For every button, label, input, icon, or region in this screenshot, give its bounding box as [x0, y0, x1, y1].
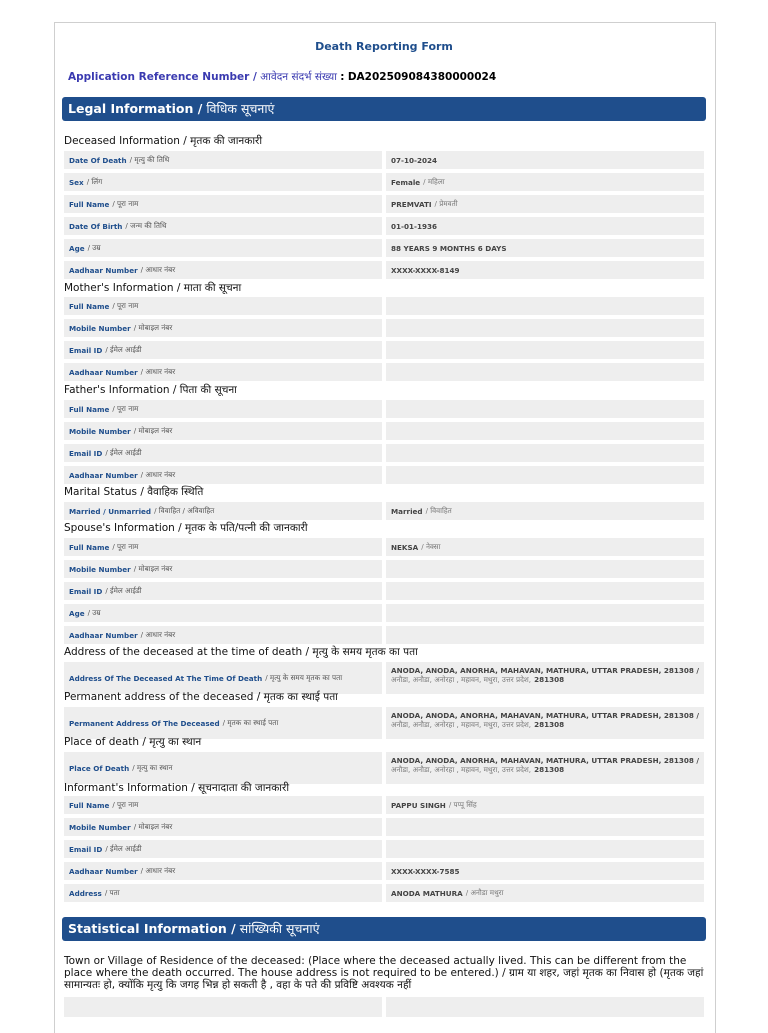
- field-label-hindi: / ईमेल आईडी: [105, 586, 142, 595]
- field-label-hindi: / आधार नंबर: [140, 866, 176, 875]
- field-label-cell: [64, 217, 382, 235]
- field-value-hindi: / पप्पू सिंह: [448, 800, 477, 809]
- field-value-en: NEKSA: [391, 542, 419, 552]
- field-label-en: Aadhaar Number: [69, 630, 138, 640]
- address-value-cell: [386, 752, 704, 784]
- field-value-cell: [386, 239, 704, 257]
- field-value-en: PREMVATI: [391, 199, 432, 209]
- field-label-cell: [64, 297, 382, 315]
- field-label-en: Date Of Birth: [69, 221, 123, 231]
- field-value-cell: [386, 444, 704, 462]
- field-value-cell: [386, 422, 704, 440]
- field-label: [64, 239, 382, 257]
- field-label-cell: [64, 151, 382, 169]
- informant-heading: Informant's Information / सूचनादाता की जानकारी: [64, 782, 290, 794]
- field-label-cell: [64, 173, 382, 191]
- field-label-cell: [64, 363, 382, 381]
- field-label-cell: [64, 862, 382, 880]
- address-line-1: ANODA, ANODA, ANORHA, MAHAVAN, MATHURA, UTTAR PRADESH, 281308 /: [391, 711, 700, 720]
- field-label-hindi: / पूरा नाम: [112, 542, 139, 551]
- field-value-cell: [386, 466, 704, 484]
- address-label: [64, 752, 382, 784]
- field-label-en: Email ID: [69, 586, 103, 596]
- field-label: [64, 341, 382, 359]
- field-label-en: Married / Unmarried: [69, 506, 152, 516]
- field-value: [386, 444, 704, 462]
- father-heading: Father's Information / पिता की सूचना: [64, 384, 237, 396]
- field-label-cell: [64, 341, 382, 359]
- field-label-en: Email ID: [69, 844, 103, 854]
- field-label: [64, 862, 382, 880]
- address-pincode: 281308: [534, 720, 565, 729]
- field-value-en: ANODA MATHURA: [391, 888, 463, 898]
- address-label-en: Place Of Death: [69, 763, 130, 773]
- field-label-hindi: / मोबाइल नंबर: [133, 564, 173, 573]
- address-value: [386, 752, 704, 774]
- field-label-en: Full Name: [69, 542, 110, 552]
- field-value: [386, 363, 704, 381]
- field-label-cell: [64, 796, 382, 814]
- field-value-cell: [386, 363, 704, 381]
- field-label-en: Email ID: [69, 448, 103, 458]
- field-label-hindi: / ईमेल आईडी: [105, 844, 142, 853]
- field-label-cell: [64, 884, 382, 902]
- spouse-heading: Spouse's Information / मृतक के पति/पत्नी की जानकारी: [64, 522, 308, 534]
- field-value-cell: [386, 341, 704, 359]
- field-label-hindi: / लिंग: [86, 177, 103, 186]
- field-value-cell: [386, 502, 704, 520]
- field-label-en: Full Name: [69, 301, 110, 311]
- field-value-cell: [386, 884, 704, 902]
- address-line-1: ANODA, ANODA, ANORHA, MAHAVAN, MATHURA, UTTAR PRADESH, 281308 /: [391, 756, 700, 765]
- field-value-en: PAPPU SINGH: [391, 800, 446, 810]
- field-value-cell: [386, 319, 704, 337]
- field-label-cell: [64, 261, 382, 279]
- address-label-en: Permanent Address Of The Deceased: [69, 718, 220, 728]
- field-label-en: Email ID: [69, 345, 103, 355]
- field-value: [386, 862, 704, 880]
- field-value-cell: [386, 151, 704, 169]
- field-value-cell: [386, 173, 704, 191]
- field-value: [386, 341, 704, 359]
- address-value-cell: [386, 707, 704, 739]
- field-value: [386, 217, 704, 235]
- field-label: [64, 400, 382, 418]
- deceased-heading: Deceased Information / मृतक की जानकारी: [64, 135, 263, 147]
- field-label: [64, 195, 382, 213]
- field-value-cell: [386, 538, 704, 556]
- field-label-en: Date Of Death: [69, 155, 127, 165]
- field-label: [64, 261, 382, 279]
- field-value-cell: [386, 195, 704, 213]
- address-line-1: ANODA, ANODA, ANORHA, MAHAVAN, MATHURA, UTTAR PRADESH, 281308 /: [391, 666, 700, 675]
- field-value: [386, 297, 704, 315]
- field-label-hindi: / पूरा नाम: [112, 301, 139, 310]
- field-value: [386, 195, 704, 213]
- field-value-en: XXXX-XXXX-7585: [391, 866, 460, 876]
- field-value: [386, 626, 704, 644]
- reference-separator: :: [340, 71, 345, 83]
- field-value: [386, 538, 704, 556]
- field-value: [386, 796, 704, 814]
- marital-heading: Marital Status / वैवाहिक स्थिति: [64, 486, 204, 498]
- field-label-en: Age: [69, 243, 85, 253]
- field-label-hindi: / पूरा नाम: [112, 199, 139, 208]
- field-label-en: Sex: [69, 177, 84, 187]
- address-label-hindi: / मृतक का स्थाई पता: [222, 718, 279, 727]
- field-value-cell: [386, 582, 704, 600]
- field-label: [64, 840, 382, 858]
- address-pincode: 281308: [534, 675, 565, 684]
- field-label: [64, 297, 382, 315]
- reference-label-hindi: आवेदन संदर्भ संख्या: [260, 71, 337, 83]
- field-value-cell: [386, 297, 704, 315]
- field-label: [64, 604, 382, 622]
- field-label-hindi: / मृत्यु की तिथि: [129, 155, 170, 164]
- field-value-hindi: / अनौडा मथुरा: [465, 888, 504, 897]
- field-value: [386, 582, 704, 600]
- address-label-cell: [64, 752, 382, 784]
- form-title: Death Reporting Form: [315, 40, 453, 53]
- field-value: [386, 884, 704, 902]
- field-label-hindi: / ईमेल आईडी: [105, 448, 142, 457]
- address-line-2-hindi: अनौडा, अनौडा, अनोरहा , महावन, मथुरा, उत्तर प्रदेश,: [391, 765, 532, 774]
- address-label-hindi: / मृत्यु का स्थान: [132, 763, 173, 772]
- field-value-cell: [386, 560, 704, 578]
- field-label-en: Aadhaar Number: [69, 367, 138, 377]
- reference-label: Application Reference Number /: [68, 71, 257, 83]
- field-label-hindi: / विवाहित / अविवाहित: [154, 506, 215, 515]
- field-label: [64, 363, 382, 381]
- field-label: [64, 538, 382, 556]
- field-value-cell: [386, 400, 704, 418]
- field-value: [386, 560, 704, 578]
- field-label-hindi: / ईमेल आईडी: [105, 345, 142, 354]
- field-value: [386, 261, 704, 279]
- field-label-hindi: / आधार नंबर: [140, 470, 176, 479]
- field-label: [64, 422, 382, 440]
- field-label-cell: [64, 626, 382, 644]
- field-value: [386, 422, 704, 440]
- field-label: [64, 796, 382, 814]
- field-label-cell: [64, 319, 382, 337]
- field-label-en: Mobile Number: [69, 822, 131, 832]
- field-value: [386, 502, 704, 520]
- field-label-en: Aadhaar Number: [69, 866, 138, 876]
- field-label-en: Mobile Number: [69, 426, 131, 436]
- field-label: [64, 582, 382, 600]
- field-label-en: Address: [69, 888, 102, 898]
- field-value-cell: [386, 217, 704, 235]
- field-value-cell: [386, 604, 704, 622]
- field-value: [386, 239, 704, 257]
- field-label: [64, 560, 382, 578]
- field-value-en: 88 YEARS 9 MONTHS 6 DAYS: [391, 243, 507, 253]
- field-value-en: XXXX-XXXX-8149: [391, 265, 460, 275]
- field-value: [386, 151, 704, 169]
- field-label: [64, 151, 382, 169]
- field-label-cell: [64, 444, 382, 462]
- field-value: [386, 319, 704, 337]
- field-label-hindi: / आधार नंबर: [140, 630, 176, 639]
- field-label-cell: [64, 582, 382, 600]
- field-value: [386, 604, 704, 622]
- field-label-cell: [64, 422, 382, 440]
- address-label-en: Address Of The Deceased At The Time Of Death: [69, 673, 263, 683]
- field-label-hindi: / मोबाइल नंबर: [133, 822, 173, 831]
- field-label-cell: [64, 466, 382, 484]
- field-label: [64, 884, 382, 902]
- field-label-en: Full Name: [69, 404, 110, 414]
- address-value-cell: [386, 662, 704, 694]
- address-pincode: 281308: [534, 765, 565, 774]
- field-value-en: Married: [391, 506, 423, 516]
- address-value: [386, 662, 704, 684]
- field-value-cell: [386, 626, 704, 644]
- field-label-en: Mobile Number: [69, 564, 131, 574]
- field-value-cell: [386, 818, 704, 836]
- statistical-title-hindi: सांख्यिकी सूचनाएं: [239, 921, 320, 936]
- field-label-hindi: / पता: [104, 888, 120, 897]
- legal-information-header: [62, 97, 706, 121]
- address-value: [386, 707, 704, 729]
- mother-heading: Mother's Information / माता की सूचना: [64, 282, 242, 294]
- field-label-cell: [64, 560, 382, 578]
- field-value-en: Female: [391, 177, 421, 187]
- field-label-cell: [64, 502, 382, 520]
- field-label-hindi: / आधार नंबर: [140, 367, 176, 376]
- field-label-cell: [64, 195, 382, 213]
- field-label-cell: [64, 840, 382, 858]
- field-value-cell: [386, 862, 704, 880]
- field-label: [64, 217, 382, 235]
- field-label-hindi: / उम्र: [87, 608, 101, 617]
- address-line-2: [391, 765, 704, 774]
- field-value: [386, 400, 704, 418]
- field-label-hindi: / पूरा नाम: [112, 404, 139, 413]
- field-label: [64, 626, 382, 644]
- address-line-2-hindi: अनौडा, अनौडा, अनोरहा , महावन, मथुरा, उत्तर प्रदेश,: [391, 675, 532, 684]
- statistical-title: Statistical Information /: [68, 921, 236, 936]
- field-value-hindi: / प्रेमवती: [434, 199, 458, 208]
- field-value: [386, 466, 704, 484]
- field-value-en: 07-10-2024: [391, 155, 437, 165]
- field-label-en: Age: [69, 608, 85, 618]
- field-label-hindi: / पूरा नाम: [112, 800, 139, 809]
- field-label: [64, 502, 382, 520]
- address-line-2: [391, 675, 704, 684]
- address-line-2-hindi: अनौडा, अनौडा, अनोरहा , महावन, मथुरा, उत्तर प्रदेश,: [391, 720, 532, 729]
- field-label-cell: [64, 538, 382, 556]
- statistical-information-header: [62, 917, 706, 941]
- field-label-en: Full Name: [69, 800, 110, 810]
- field-label-cell: [64, 818, 382, 836]
- field-value: [386, 840, 704, 858]
- field-value-hindi: / विवाहित: [425, 506, 452, 515]
- field-label-hindi: / आधार नंबर: [140, 265, 176, 274]
- field-label-en: Mobile Number: [69, 323, 131, 333]
- field-label-en: Aadhaar Number: [69, 265, 138, 275]
- legal-title: Legal Information /: [68, 101, 203, 116]
- field-value-hindi: / नेक्सा: [421, 542, 441, 551]
- field-label: [64, 173, 382, 191]
- field-value-en: 01-01-1936: [391, 221, 437, 231]
- field-value-cell: [386, 840, 704, 858]
- town-residence-text: Town or Village of Residence of the deceased: (Place where the deceased actually lived. This can be different from the place where the death occurred. The house address is not required to be entered.) / ग्राम या शहर, जहां मृतक का निवास हो (मृतक जहां सामान्यतः हो, क्योंकि मृत्यु कि जगह भिन्न हो सकती है , वहा के पते की प्रविष्टि अवश्यक नहीं: [64, 955, 704, 991]
- field-label: [64, 818, 382, 836]
- place-of-death-heading: Place of death / मृत्यु का स्थान: [64, 736, 202, 748]
- address-death-heading: Address of the deceased at the time of death / मृत्यु के समय मृतक का पता: [64, 646, 418, 658]
- town-residence-label-cell: [64, 997, 382, 1017]
- field-label-hindi: / मोबाइल नंबर: [133, 323, 173, 332]
- legal-title-hindi: विधिक सूचनाएं: [206, 101, 275, 116]
- field-label: [64, 444, 382, 462]
- reference-number: DA202509084380000024: [347, 71, 497, 83]
- field-value: [386, 818, 704, 836]
- address-permanent-heading: Permanent address of the deceased / मृतक का स्थाई पता: [64, 691, 338, 703]
- field-value: [386, 173, 704, 191]
- town-residence-value-cell: [386, 997, 704, 1017]
- field-label-hindi: / उम्र: [87, 243, 101, 252]
- field-label-cell: [64, 604, 382, 622]
- field-label: [64, 466, 382, 484]
- address-line-2: [391, 720, 704, 729]
- field-label-hindi: / मोबाइल नंबर: [133, 426, 173, 435]
- application-reference: [68, 70, 496, 84]
- field-value-cell: [386, 261, 704, 279]
- field-label-cell: [64, 239, 382, 257]
- field-label: [64, 319, 382, 337]
- address-label-hindi: / मृत्यु के समय मृतक का पता: [265, 673, 343, 682]
- field-label-hindi: / जन्म की तिथि: [125, 221, 167, 230]
- field-value-cell: [386, 796, 704, 814]
- field-label-en: Aadhaar Number: [69, 470, 138, 480]
- field-value-hindi: / महिला: [423, 177, 445, 186]
- field-label-en: Full Name: [69, 199, 110, 209]
- field-label-cell: [64, 400, 382, 418]
